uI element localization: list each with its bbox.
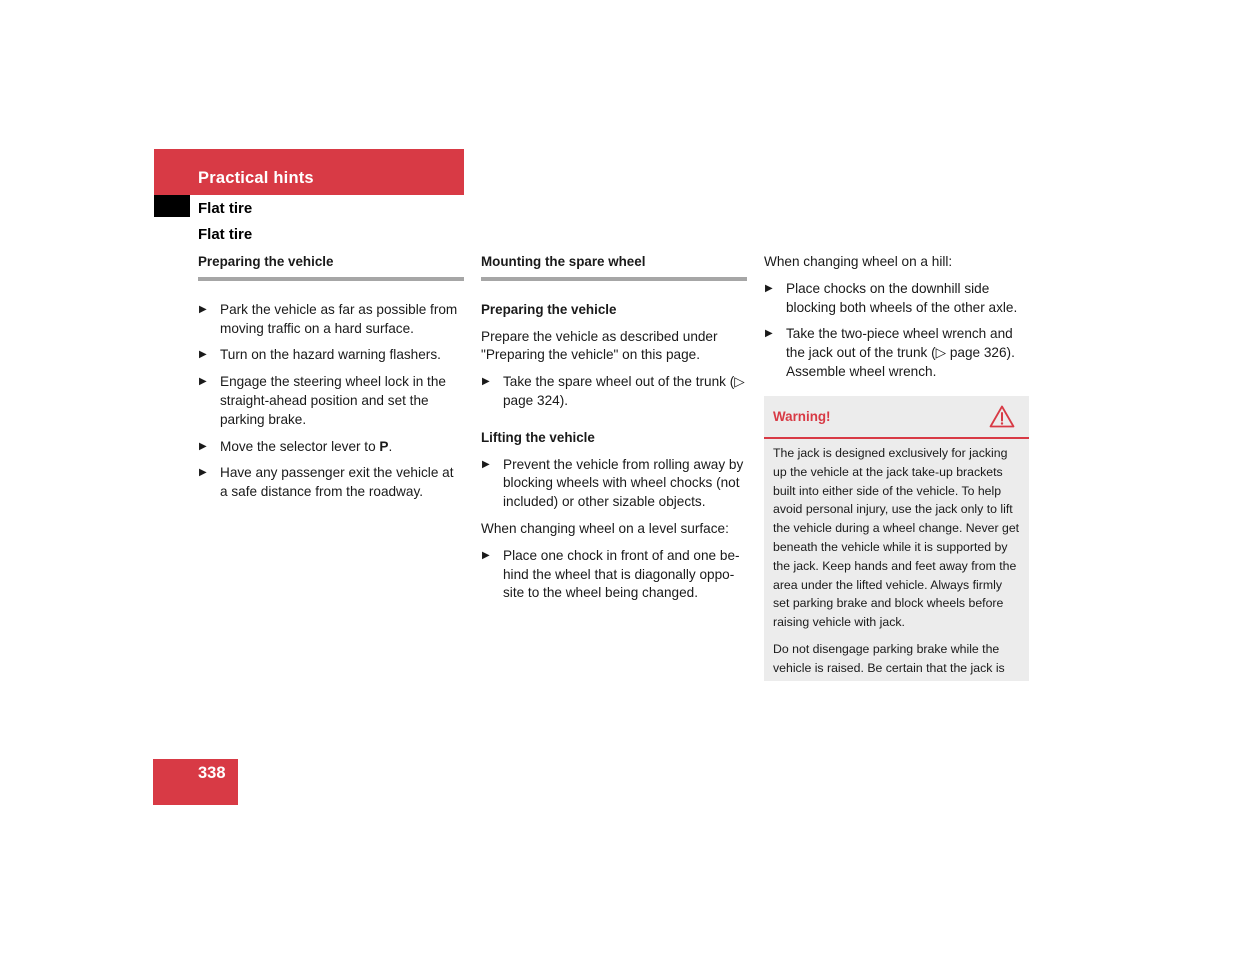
bullet-icon: ▶ [199,467,207,479]
bullet-icon: ▶ [199,303,207,315]
warning-triangle-icon [989,405,1015,428]
warning-label: Warning! [773,409,831,424]
column-heading: Mounting the spare wheel [481,253,747,281]
bullet-icon: ▶ [199,376,207,388]
step-item [198,438,464,457]
warning-body [764,439,1029,678]
step-text: Place one chock in front of and one be-hind the wheel that is diagonally oppo-site to the wheel being changed. [503,547,740,601]
column-preparing-vehicle [198,253,464,502]
step-text: Move the selector lever to [220,438,380,454]
warning-box [764,396,1029,681]
step-text: Turn on the hazard warning flashers. [220,347,441,363]
paragraph: When changing wheel on a hill: [764,254,953,269]
step-list [481,547,747,603]
bullet-icon: ▶ [482,376,490,388]
step-item [481,547,747,603]
page-number: 338 [198,764,226,782]
paragraph: When changing wheel on a level surface: [481,520,729,536]
column-heading: Preparing the vehicle [198,253,464,281]
step-item [481,456,747,512]
step-list [198,301,464,502]
column-mounting-spare [481,253,747,603]
bullet-icon: ▶ [482,458,490,470]
step-text: Take the spare wheel out of the trunk (▷ page 324). [503,374,745,408]
bullet-icon: ▶ [765,282,773,294]
bullet-icon: ▶ [199,440,207,452]
step-item [198,301,464,339]
selector-position: P [379,438,389,454]
step-item [198,373,464,429]
step-text: Engage the steering wheel lock in the straight-ahead position and set the parking brake. [220,374,446,427]
warning-paragraph: The jack is designed exclusively for jacking up the vehicle at the jack take-up brackets built into either side of the vehicle. To help avoid personal injury, use the jack only to lift the vehicle during a wheel change. Never get beneath the vehicle while it is supported by the jack. Keep hands and feet away from the area under the lifted vehicle. Always firmly set parking brake and block wheels before raising vehicle with jack. [773,446,1020,630]
step-text-end: . [388,438,393,454]
chapter-title: Practical hints [198,169,314,187]
bullet-icon: ▶ [199,349,207,361]
bullet-icon: ▶ [482,549,490,561]
step-list [764,280,1030,382]
chapter-tab-marker [154,195,190,217]
subsection-heading: Lifting the vehicle [481,429,595,445]
step-text: Place chocks on the downhill side blocking both wheels of the other axle. [786,280,1018,315]
subchapter-title: Flat tire [198,200,253,217]
step-item [764,280,1030,318]
warning-paragraph: Do not disengage parking brake while the vehicle is raised. Be certain that the jack is [773,641,1005,675]
bullet-icon: ▶ [765,328,773,340]
step-list [481,373,747,411]
step-item [481,373,747,411]
column-hill [764,253,1030,382]
step-list [481,456,747,512]
step-item [198,346,464,365]
step-text: Park the vehicle as far as possible from moving traffic on a hard surface. [220,301,458,336]
step-text: Take the two-piece wheel wrench and the jack out of the trunk (▷ page 326). Assemble wheel wrench. [786,326,1015,379]
paragraph: Prepare the vehicle as described under "Preparing the vehicle" on this page. [481,328,718,363]
subsection-heading: Preparing the vehicle [481,301,617,317]
step-text: Prevent the vehicle from rolling away by blocking wheels with wheel chocks (not included) or other sizable objects. [503,456,744,510]
warning-header [764,396,1029,439]
section-title: Flat tire [198,226,253,243]
step-item [198,464,464,502]
step-item [764,325,1030,381]
step-text: Have any passenger exit the vehicle at a safe distance from the roadway. [220,465,454,500]
